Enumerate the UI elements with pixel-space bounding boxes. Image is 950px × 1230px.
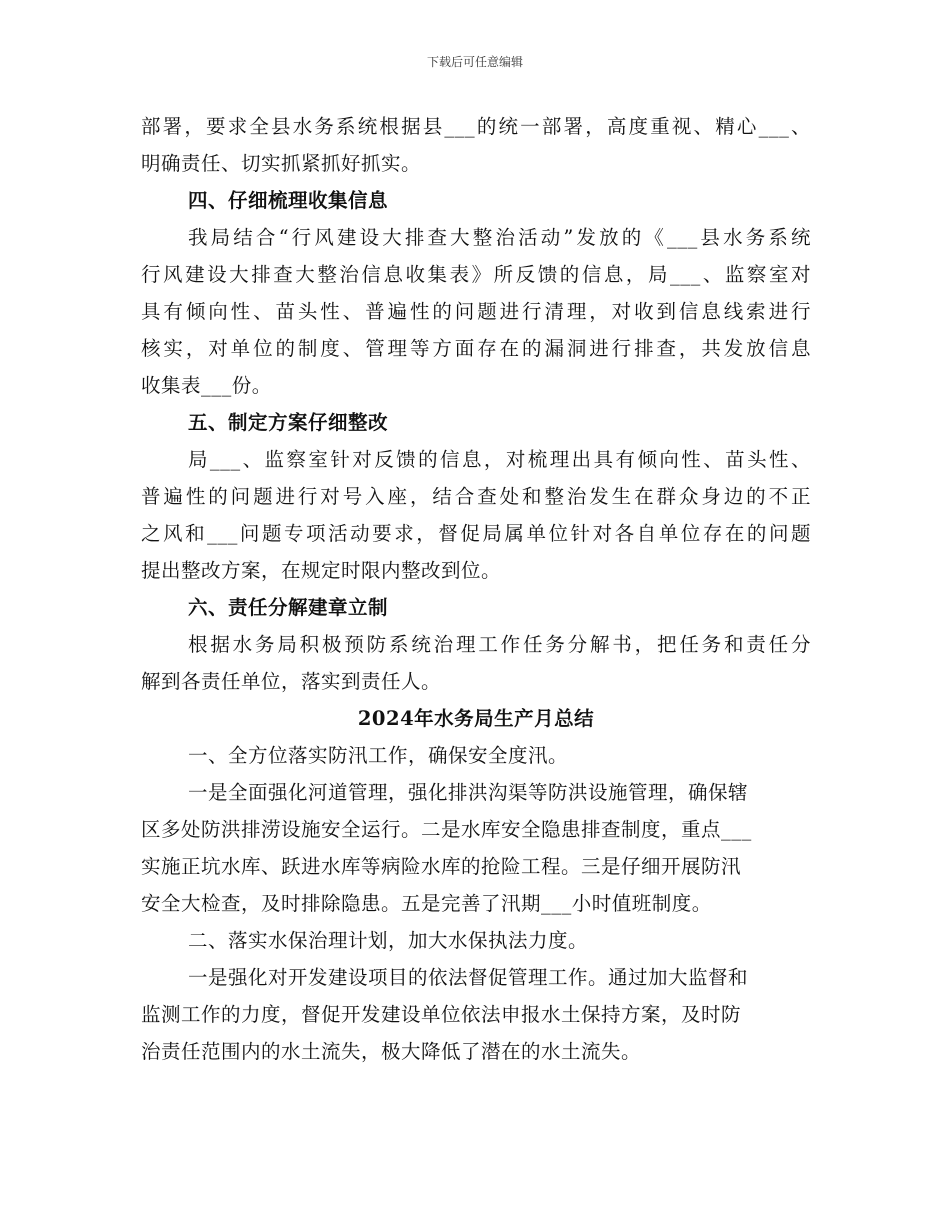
section-heading: 五、制定方案仔细整改 bbox=[188, 411, 389, 434]
paragraph-line: 核实，对单位的制度、管理等方面存在的漏洞进行排查，共发放信息 bbox=[141, 337, 811, 360]
paragraph-line: 区多处防洪排涝设施安全运行。二是水库安全隐患排查制度，重点___ bbox=[141, 818, 752, 841]
paragraph-line: 治责任范围内的水土流失，极大降低了潜在的水土流失。 bbox=[141, 1040, 642, 1063]
paragraph-line: 之风和___问题专项活动要求，督促局属单位针对各自单位存在的问题 bbox=[141, 522, 811, 545]
paragraph-line: 局___、监察室针对反馈的信息，对梳理出具有倾向性、苗头性、 bbox=[188, 448, 811, 471]
paragraph-line: 解到各责任单位，落实到责任人。 bbox=[141, 670, 442, 693]
document-body bbox=[141, 108, 811, 1070]
paragraph-line: 收集表___份。 bbox=[141, 374, 272, 397]
paragraph-line: 二、落实水保治理计划，加大水保执法力度。 bbox=[188, 929, 589, 952]
page-header: 下载后可任意编辑 bbox=[426, 55, 523, 69]
section-heading: 六、责任分解建章立制 bbox=[188, 596, 389, 619]
paragraph-line: 普遍性的问题进行对号入座，结合查处和整治发生在群众身边的不正 bbox=[141, 485, 811, 508]
paragraph-line: 根据水务局积极预防系统治理工作任务分解书，把任务和责任分 bbox=[188, 633, 811, 656]
paragraph-line: 行风建设大排查大整治信息收集表》所反馈的信息，局___、监察室对 bbox=[141, 263, 811, 286]
paragraph-line: 一是全面强化河道管理，强化排洪沟渠等防洪设施管理，确保辖 bbox=[188, 781, 749, 804]
document-title: 2024年水务局生产月总结 bbox=[357, 707, 595, 730]
paragraph-line: 实施正坑水库、跃进水库等病险水库的抢险工程。三是仔细开展防汛 bbox=[141, 855, 742, 878]
paragraph-line: 我局结合“行风建设大排查大整治活动”发放的《___县水务系统 bbox=[188, 226, 811, 249]
section-heading: 四、仔细梳理收集信息 bbox=[188, 189, 389, 212]
paragraph-line: 安全大检查，及时排除隐患。五是完善了汛期___小时值班制度。 bbox=[141, 892, 712, 915]
paragraph-line: 一是强化对开发建设项目的依法督促管理工作。通过加大监督和 bbox=[188, 966, 749, 989]
paragraph-line: 监测工作的力度，督促开发建设单位依法申报水土保持方案，及时防 bbox=[141, 1003, 742, 1026]
paragraph-line: 一、全方位落实防汛工作，确保安全度汛。 bbox=[188, 744, 569, 767]
paragraph-line: 提出整改方案，在规定时限内整改到位。 bbox=[141, 559, 502, 582]
paragraph-line: 具有倾向性、苗头性、普遍性的问题进行清理，对收到信息线索进行 bbox=[141, 300, 811, 323]
paragraph-line: 明确责任、切实抓紧抓好抓实。 bbox=[141, 152, 422, 175]
paragraph-line: 部署，要求全县水务系统根据县___的统一部署，高度重视、精心___、 bbox=[141, 115, 811, 138]
